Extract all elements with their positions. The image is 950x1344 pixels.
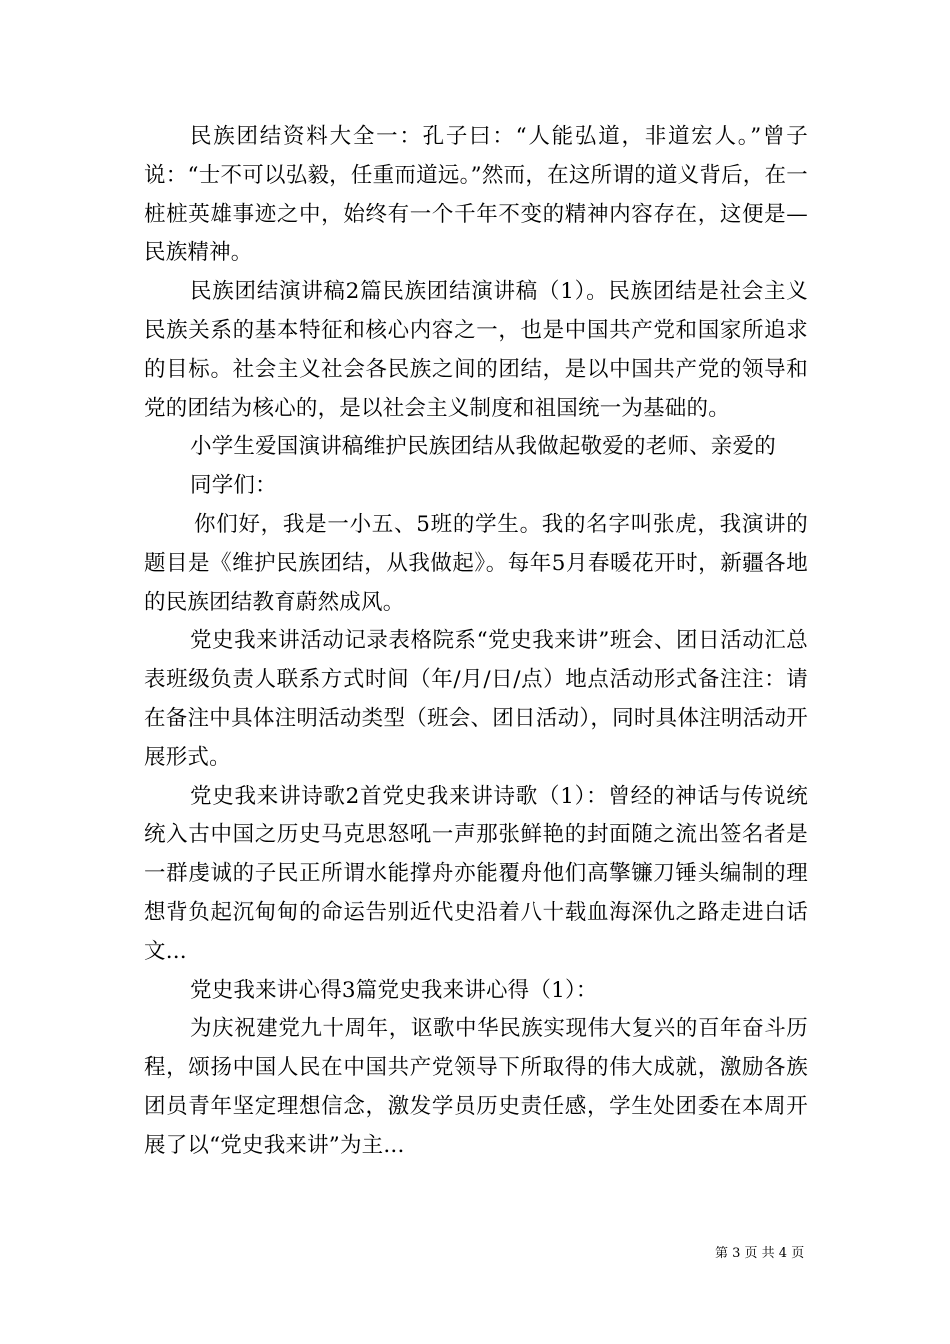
paragraph-ethnic-unity-speech: 民族团结演讲稿2篇民族团结演讲稿（1）。民族团结是社会主义民族关系的基本特征和核心内容之一，也是中国共产党和国家所追求的目标。社会主义社会各民族之间的团结，是以中国共产党的领导和党的团结为核心的，是以社会主义制度和祖国统一为基础的。 — [144, 279, 808, 421]
paragraph-party-history-reflection-title: 党史我来讲心得3篇党史我来讲心得（1）： — [190, 977, 598, 1003]
paragraph-activity-record-form: 党史我来讲活动记录表格院系“党史我来讲”班会、团日活动汇总表班级负责人联系方式时间（年/月/日/点）地点活动形式备注注：请在备注中具体注明活动类型（班会、团日活动），同时具体注明活动开展形式。 — [144, 628, 808, 770]
page-number-footer: 第 3 页 共 4 页 — [715, 1246, 805, 1261]
document-body — [144, 118, 808, 1166]
paragraph-anniversary-celebration: 为庆祝建党九十周年，讴歌中华民族实现伟大复兴的百年奋斗历程，颂扬中国人民在中国共产党领导下所取得的伟大成就，激励各族团员青年坚定理想信念，激发学员历史责任感，学生处团委在本周开展了以“党史我来讲”为主... — [144, 1016, 808, 1158]
paragraph-self-introduction: 你们好，我是一小五、5班的学生。我的名字叫张虎，我演讲的题目是《维护民族团结，从我做起》。每年5月春暖花开时，新疆各地的民族团结教育蔚然成风。 — [144, 511, 808, 615]
paragraph-party-history-poem: 党史我来讲诗歌2首党史我来讲诗歌（1）：曾经的神话与传说统统入古中国之历史马克思怒吼一声那张鲜艳的封面随之流出签名者是一群虔诚的子民正所谓水能撑舟亦能覆舟他们高擎镰刀锤头编制的理想背负起沉甸甸的命运告别近代史沿着八十载血海深仇之路走进白话文... — [144, 783, 808, 964]
paragraph-greeting: 同学们： — [190, 473, 277, 499]
paragraph-student-speech-title: 小学生爱国演讲稿维护民族团结从我做起敬爱的老师、亲爱的 — [190, 434, 776, 460]
paragraph-ethnic-unity-material: 民族团结资料大全一：孔子曰：“人能弘道，非道宏人。”曾子说：“士不可以弘毅，任重而道远。”然而，在这所谓的道义背后，在一桩桩英雄事迹之中，始终有一个千年不变的精神内容存在，这便是—民族精神。 — [144, 124, 808, 266]
